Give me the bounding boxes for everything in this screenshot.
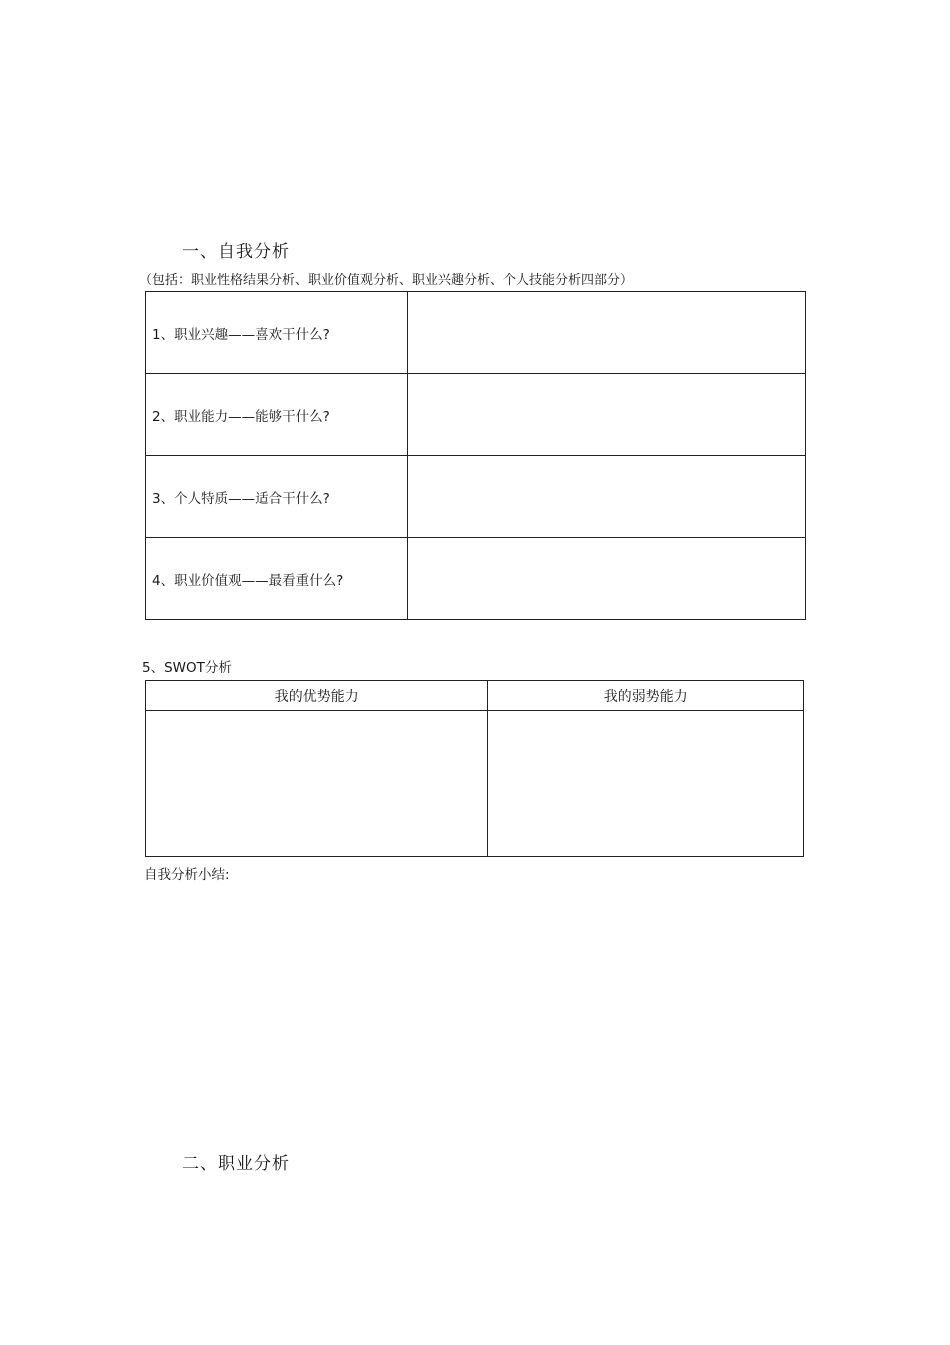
question-label: 2、职业能力——能够干什么? <box>146 374 408 456</box>
table-row <box>146 538 806 620</box>
question-label: 4、职业价值观——最看重什么? <box>146 538 408 620</box>
table-row <box>146 292 806 374</box>
answer-cell[interactable] <box>408 538 806 620</box>
weakness-content[interactable] <box>488 711 804 857</box>
section-1-title: 一、自我分析 <box>182 242 290 262</box>
weakness-header: 我的弱势能力 <box>488 681 804 711</box>
self-analysis-table <box>145 291 806 620</box>
answer-cell[interactable] <box>408 456 806 538</box>
summary-label: 自我分析小结: <box>144 867 230 883</box>
swot-table <box>145 680 804 857</box>
strength-header: 我的优势能力 <box>146 681 488 711</box>
table-row <box>146 374 806 456</box>
section-2-title: 二、职业分析 <box>182 1154 290 1174</box>
swot-title: 5、SWOT分析 <box>142 660 232 676</box>
table-row <box>146 456 806 538</box>
answer-cell[interactable] <box>408 292 806 374</box>
strength-content[interactable] <box>146 711 488 857</box>
table-row <box>146 711 804 857</box>
answer-cell[interactable] <box>408 374 806 456</box>
question-label: 1、职业兴趣——喜欢干什么? <box>146 292 408 374</box>
question-label: 3、个人特质——适合干什么? <box>146 456 408 538</box>
section-1-note: （包括：职业性格结果分析、职业价值观分析、职业兴趣分析、个人技能分析四部分） <box>139 273 634 288</box>
table-row <box>146 681 804 711</box>
